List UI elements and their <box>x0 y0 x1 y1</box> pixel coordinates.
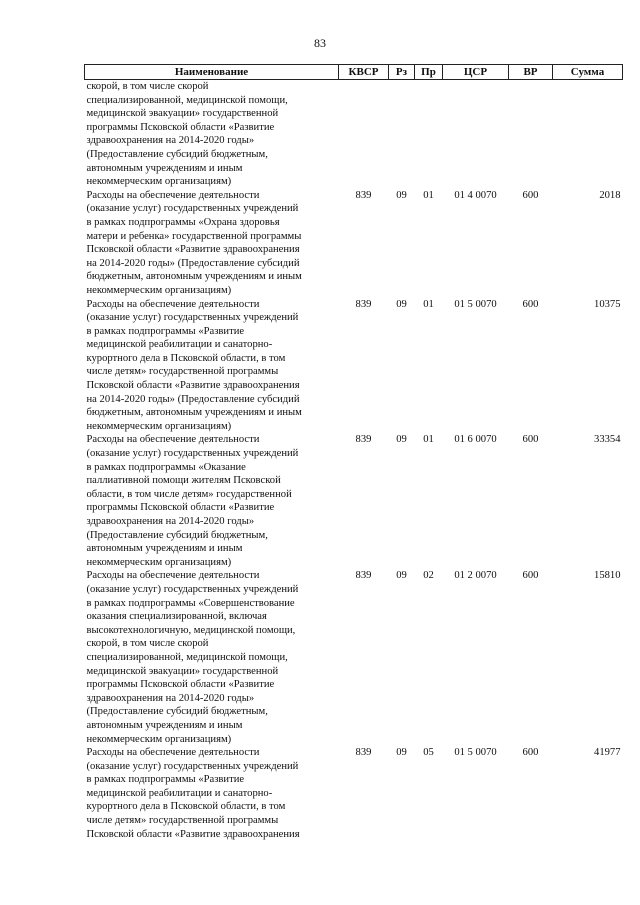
column-header-rz: Рз <box>389 65 415 80</box>
cell-vr: 600 <box>522 434 539 446</box>
budget-table <box>84 64 623 841</box>
cell-name: скорой, в том числе скорой специализированной, медицинской помощи, медицинской эвакуации» государственной программы Псковской области «Развитие здравоохранения на 2014-2020 годы» (Предоставление субсидий бюджетным, автономным учреждениям и иным некоммерческим организациям) <box>86 81 288 188</box>
table-row <box>85 298 623 434</box>
cell-rz <box>389 80 415 189</box>
cell-csr: 01 2 0070 <box>454 570 497 582</box>
cell-rz: 09 <box>396 298 407 310</box>
cell-vr: 600 <box>522 570 539 582</box>
column-header-kvsr: КВСР <box>339 65 389 80</box>
cell-sum: 2018 <box>599 189 621 201</box>
cell-vr: 600 <box>522 298 539 310</box>
page-number: 83 <box>314 36 326 50</box>
cell-kvsr: 839 <box>355 570 372 582</box>
table-header-row <box>85 65 623 80</box>
cell-csr: 01 5 0070 <box>454 298 497 310</box>
cell-kvsr: 839 <box>355 189 372 201</box>
cell-pr: 01 <box>423 298 434 310</box>
table-row <box>85 80 623 189</box>
table-row <box>85 433 623 569</box>
cell-csr: 01 4 0070 <box>454 189 497 201</box>
cell-pr: 05 <box>423 747 434 759</box>
column-header-vr: ВР <box>509 65 553 80</box>
table-row <box>85 569 623 746</box>
cell-name: Расходы на обеспечение деятельности (оказание услуг) государственных учреждений в рамках подпрограммы «Оказание паллиативной помощи жителям Псковской области, в том числе детям» государственной программы Псковской области «Развитие здравоохранения на 2014-2020 годы» (Предоставление субсидий бюджетным, автономным учреждениям и иным некоммерческим организациям) <box>86 434 299 568</box>
cell-name: Расходы на обеспечение деятельности (оказание услуг) государственных учреждений в рамках подпрограммы «Развитие медицинской реабилитации и санаторно- курортного дела в Псковской области, в том числе детям» государственной программы Псковской области «Развитие здравоохранения на 2014-2020 годы» (Предоставление субсидий бюджетным, автономным учреждениям и иным некоммерческим организациям) <box>86 298 302 432</box>
cell-rz: 09 <box>396 189 407 201</box>
cell-name: Расходы на обеспечение деятельности (оказание услуг) государственных учреждений в рамках подпрограммы «Совершенствование оказания специализированной, включая высокотехнологичную, медицинской помощи, скорой, в том числе скорой специализированной, медицинской помощи, медицинской эвакуации» государственной программы Псковской области «Развитие здравоохранения на 2014-2020 годы» (Предоставление субсидий бюджетным, автономным учреждениям и иным некоммерческим организациям) <box>86 570 299 745</box>
column-header-sum: Сумма <box>553 65 623 80</box>
cell-vr: 600 <box>522 747 539 759</box>
cell-csr <box>443 80 509 189</box>
cell-pr <box>415 80 443 189</box>
cell-kvsr: 839 <box>355 298 372 310</box>
table-row <box>85 189 623 298</box>
cell-rz: 09 <box>396 434 407 446</box>
cell-name: Расходы на обеспечение деятельности (оказание услуг) государственных учреждений в рамках подпрограммы «Охрана здоровья матери и ребенка» государственной программы Псковской области «Развитие здравоохранения на 2014-2020 годы» (Предоставление субсидий бюджетным, автономным учреждениям и иным некоммерческим организациям) <box>86 189 302 296</box>
cell-csr: 01 6 0070 <box>454 434 497 446</box>
cell-rz: 09 <box>396 570 407 582</box>
cell-kvsr: 839 <box>355 747 372 759</box>
cell-sum: 15810 <box>594 570 621 582</box>
cell-pr: 01 <box>423 189 434 201</box>
cell-sum <box>553 80 623 189</box>
cell-sum: 33354 <box>594 434 621 446</box>
cell-pr: 02 <box>423 570 434 582</box>
column-header-pr: Пр <box>415 65 443 80</box>
cell-kvsr: 839 <box>355 434 372 446</box>
cell-csr: 01 5 0070 <box>454 747 497 759</box>
cell-vr: 600 <box>522 189 539 201</box>
cell-vr <box>509 80 553 189</box>
cell-sum: 10375 <box>594 298 621 310</box>
cell-pr: 01 <box>423 434 434 446</box>
column-header-name: Наименование <box>85 65 339 80</box>
table-row <box>85 746 623 841</box>
cell-kvsr <box>339 80 389 189</box>
column-header-csr: ЦСР <box>443 65 509 80</box>
cell-rz: 09 <box>396 747 407 759</box>
cell-name: Расходы на обеспечение деятельности (оказание услуг) государственных учреждений в рамках подпрограммы «Развитие медицинской реабилитации и санаторно- курортного дела в Псковской области, в том числе детям» государственной программы Псковской области «Развитие здравоохранения <box>86 747 300 840</box>
cell-sum: 41977 <box>594 747 621 759</box>
